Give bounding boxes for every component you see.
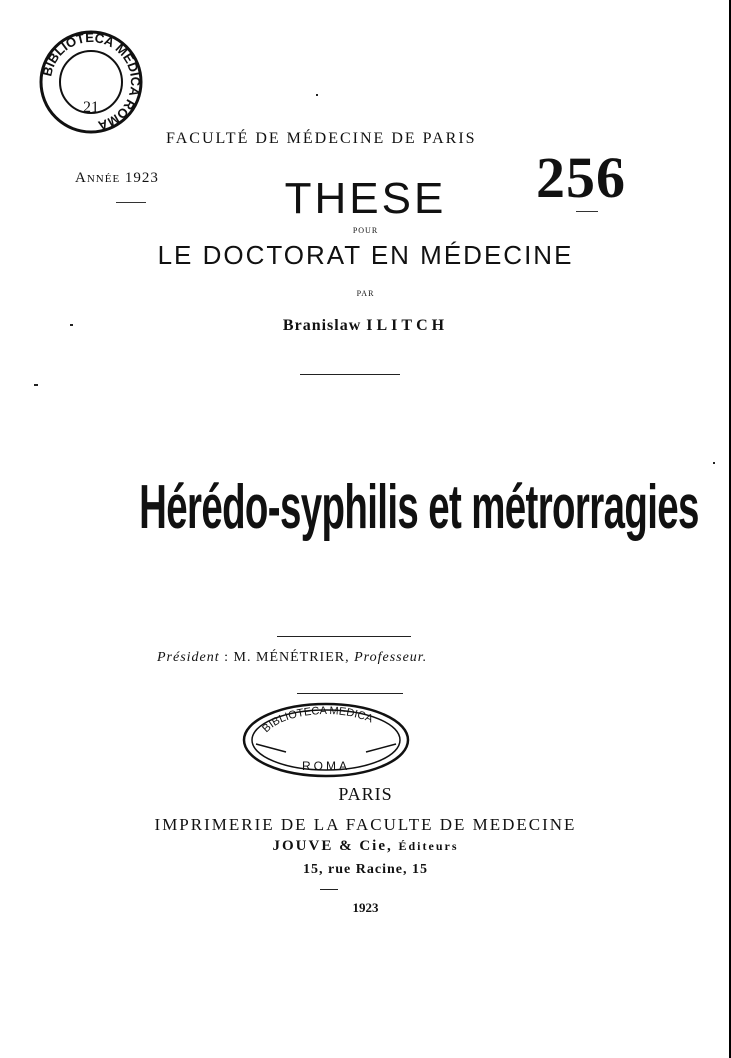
president-role: Professeur. xyxy=(354,650,428,665)
imprint-printer: IMPRIMERIE DE LA FACULTE DE MEDECINE xyxy=(154,815,577,834)
stamp-oval-bottom-text: ROMA xyxy=(302,759,350,773)
imprint-city: PARIS xyxy=(338,784,393,804)
imprint-publisher: JOUVE & Cie, xyxy=(272,838,393,854)
stamp-shelf-mark: 21 xyxy=(83,99,99,116)
president-name: M. MÉNÉTRIER, xyxy=(233,650,350,665)
scan-speck xyxy=(70,324,73,326)
pour-label: POUR xyxy=(352,226,379,235)
scan-speck xyxy=(34,384,38,386)
author-name xyxy=(0,317,731,335)
imprint-editeurs: Éditeurs xyxy=(398,839,459,853)
president-label: Président xyxy=(157,650,220,665)
par-label: PAR xyxy=(356,289,375,298)
stamp-oval-top-text: BIBLIOTECA MEDICA xyxy=(260,704,375,736)
author-last-name: ILITCH xyxy=(366,317,449,334)
imprint-year: 1923 xyxy=(352,900,379,915)
scan-speck xyxy=(316,94,318,96)
author-first-name: Branislaw xyxy=(282,317,362,334)
divider-3 xyxy=(297,693,403,694)
doctorate-line: LE DOCTORAT EN MÉDECINE xyxy=(157,240,574,270)
divider-2 xyxy=(277,636,411,637)
library-stamp-oval xyxy=(240,700,412,780)
imprint-address: 15, rue Racine, 15 xyxy=(303,862,428,877)
thesis-number: 256 xyxy=(536,145,626,210)
divider-1 xyxy=(300,374,400,375)
president-line xyxy=(157,650,427,666)
faculty-name: FACULTÉ DE MÉDECINE DE PARIS xyxy=(166,130,477,147)
main-title: Hérédo-syphilis et métrorragies xyxy=(139,473,699,542)
stamp-top-ring-text: BIBLIOTECA MEDICA ROMA xyxy=(39,30,144,134)
annee-year: 1923 xyxy=(124,170,159,186)
scan-speck xyxy=(713,462,715,464)
president-separator: : xyxy=(224,650,230,665)
thesis-heading: THESE xyxy=(284,174,447,223)
divider-4 xyxy=(320,889,338,890)
library-stamp-top xyxy=(36,30,146,134)
annee-label: Année xyxy=(75,170,121,186)
imprint-publisher-line xyxy=(0,838,731,855)
svg-text:BIBLIOTECA MEDICA xyxy=(260,705,375,735)
